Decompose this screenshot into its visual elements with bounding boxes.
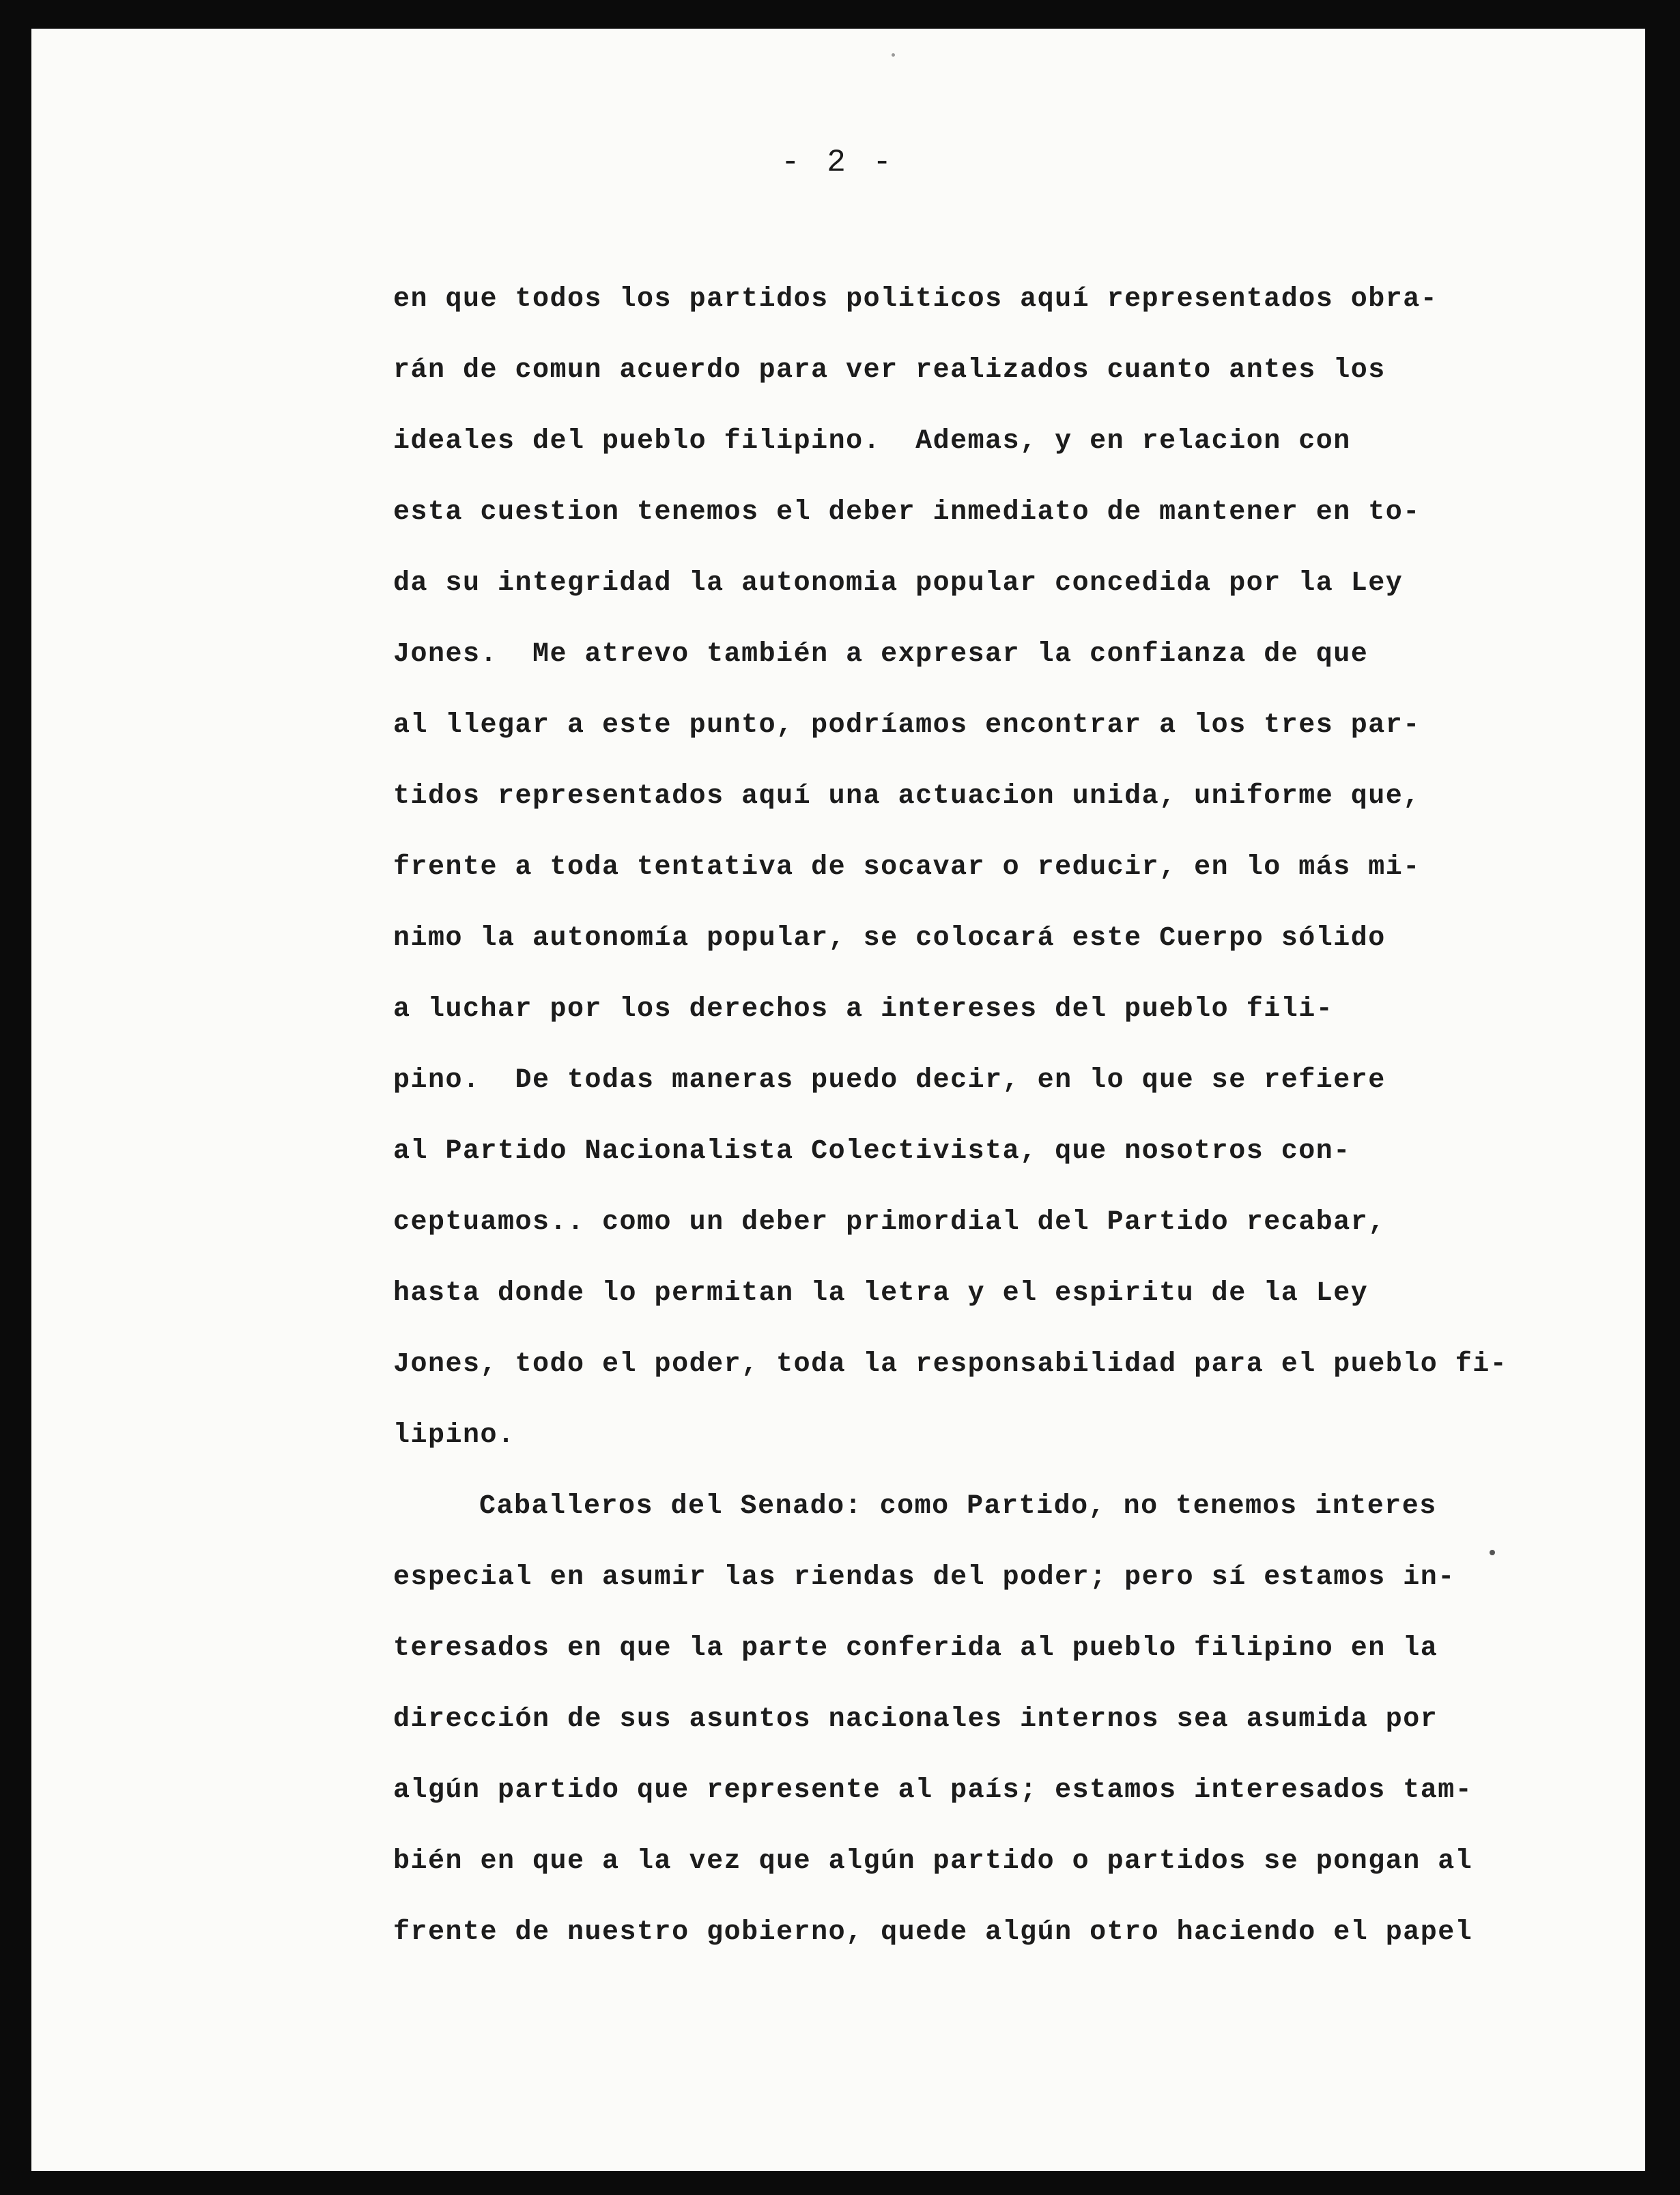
- text-line: Jones, todo el poder, toda la responsabilidad para el pueblo fi-: [393, 1349, 1508, 1380]
- text-line: esta cuestion tenemos el deber inmediato de mantener en to-: [393, 497, 1421, 528]
- paragraph-start-line: Caballeros del Senado: como Partido, no tenemos interes: [479, 1491, 1437, 1522]
- text-line: frente a toda tentativa de socavar o reducir, en lo más mi-: [393, 852, 1421, 883]
- text-line: hasta donde lo permitan la letra y el espiritu de la Ley: [393, 1278, 1369, 1309]
- ink-speck: [1490, 1550, 1495, 1555]
- text-line: al Partido Nacionalista Colectivista, que nosotros con-: [393, 1136, 1351, 1167]
- text-line: algún partido que represente al país; estamos interesados tam-: [393, 1775, 1473, 1806]
- text-line: rán de comun acuerdo para ver realizados cuanto antes los: [393, 355, 1386, 386]
- text-line: al llegar a este punto, podríamos encontrar a los tres par-: [393, 710, 1421, 741]
- text-line: pino. De todas maneras puedo decir, en lo que se refiere: [393, 1065, 1386, 1096]
- text-line: a luchar por los derechos a intereses del pueblo fili-: [393, 994, 1334, 1025]
- text-line: tidos representados aquí una actuacion unida, uniforme que,: [393, 781, 1421, 812]
- text-line: teresados en que la parte conferida al pueblo filipino en la: [393, 1633, 1438, 1664]
- document-page: [31, 29, 1645, 2171]
- text-line: en que todos los partidos politicos aquí representados obra-: [393, 284, 1438, 315]
- text-line: ceptuamos.. como un deber primordial del Partido recabar,: [393, 1207, 1386, 1238]
- page-number: - 2 -: [780, 145, 896, 180]
- text-line: frente de nuestro gobierno, quede algún otro haciendo el papel: [393, 1917, 1473, 1948]
- text-line: dirección de sus asuntos nacionales internos sea asumida por: [393, 1704, 1438, 1735]
- ink-speck: [892, 53, 895, 57]
- text-line: ideales del pueblo filipino. Ademas, y en relacion con: [393, 426, 1351, 457]
- text-line: lipino.: [393, 1420, 515, 1451]
- text-line: da su integridad la autonomia popular concedida por la Ley: [393, 568, 1404, 599]
- text-line: bién en que a la vez que algún partido o partidos se pongan al: [393, 1846, 1473, 1877]
- text-line: Jones. Me atrevo también a expresar la confianza de que: [393, 639, 1369, 670]
- text-line: especial en asumir las riendas del poder; pero sí estamos in-: [393, 1562, 1455, 1593]
- body-text: [393, 264, 1554, 1968]
- text-line: nimo la autonomía popular, se colocará este Cuerpo sólido: [393, 923, 1386, 954]
